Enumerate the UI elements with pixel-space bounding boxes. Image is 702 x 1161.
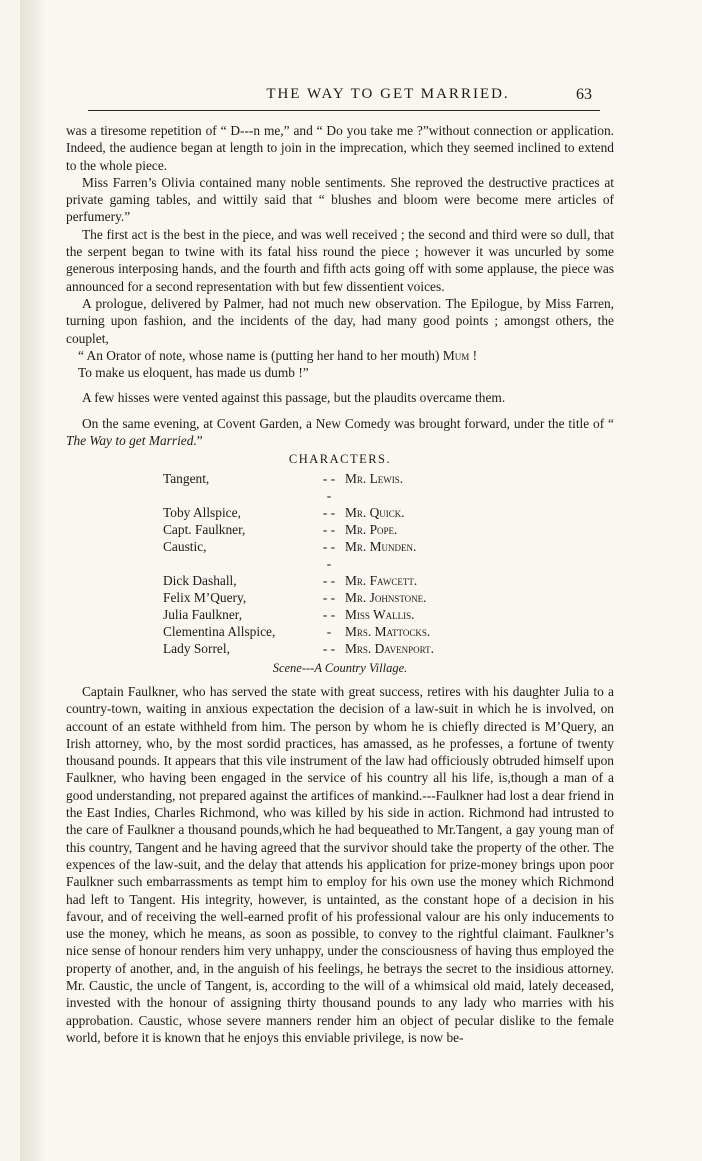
page-gutter-shadow — [20, 0, 46, 1161]
actor-name: Miss Wallis. — [345, 606, 415, 622]
character-name: Dick Dashall, — [163, 572, 237, 588]
cast-row — [163, 640, 434, 657]
spacer — [66, 407, 614, 415]
announcement-paragraph — [66, 415, 614, 450]
couplet-mum: Mum ! — [442, 347, 478, 363]
actor-name: Mr. Lewis. — [345, 470, 404, 486]
cast-dashes: - - — [322, 606, 336, 622]
cast-row — [163, 470, 434, 504]
actor-name: Mr. Munden. — [345, 538, 417, 554]
actor-name: Mr. Fawcett. — [345, 572, 418, 588]
character-name: Caustic, — [163, 538, 207, 554]
paragraph-5: A few hisses were vented against this passage, but the plaudits overcame them. — [82, 390, 506, 406]
actor-name: Mr. Johnstone. — [345, 589, 427, 605]
book-page — [20, 0, 702, 1161]
cast-list — [163, 470, 434, 657]
character-name: Julia Faulkner, — [163, 606, 243, 622]
actor-name: Mrs. Davenport. — [345, 640, 434, 656]
actor-name: Mr. Pope. — [345, 521, 398, 537]
character-name: Felix M’Query, — [163, 589, 247, 605]
character-name: Tangent, — [163, 470, 210, 486]
characters-heading: CHARACTERS. — [288, 452, 392, 467]
scene-line: Scene---A Country Village. — [272, 660, 408, 675]
announcement-close: ” — [196, 433, 203, 449]
paragraph-1: was a tiresome repetition of “ D---n me,” and “ Do you take me ?”without connection or application. Indeed, the audience began at length to join in the imprecation, which they seemed inclined to extend to the whole piece. — [66, 123, 614, 173]
announcement-text: On the same evening, at Covent Garden, a New Comedy was brought forward, under the title of “ — [82, 415, 614, 431]
actor-name: Mrs. Mattocks. — [345, 623, 431, 639]
spacer — [66, 381, 614, 389]
cast-dashes: - - - — [322, 470, 336, 503]
cast-dashes: - — [326, 623, 332, 639]
cast-row — [163, 606, 434, 623]
couplet-text: “ An Orator of note, whose name is (putting her hand to her mouth) — [78, 347, 443, 363]
cast-dashes: - - — [322, 572, 336, 588]
cast-row — [163, 623, 434, 640]
cast-row — [163, 572, 434, 589]
running-title: THE WAY TO GET MARRIED. — [266, 86, 510, 102]
synopsis-paragraph: Captain Faulkner, who has served the state with great success, retires with his daughter Julia to a country-town, waiting in anxious expectation the decision of a law-suit in which he is involved, on account of an estate withheld from him. The person by whom he is chiefly directed is M’Query, an Irish attorney, who, by the most sordid practices, has amassed, as he professes, a fortune of twenty thousand pounds. It appears that this vile instrument of the law had officiously obtruded himself upon Faulkner, who having been engaged in the service of his country all his life, is,though a man of a good understanding, not prepared against the artifices of mankind.---Faulkner had lost a dear friend in the East Indies, Charles Richmond, who was killed by his side in action. Richmond had intrusted to the care of Faulkner a thousand pounds,which he had bequeathed to Mr.Tangent, a gay young man of this country, Tangent and he having agreed that the survivor should take the property of the other. The expences of the law-suit, and the delay that attends his application for prize-money brings upon poor Faulkner such embarrassments as tempt him to employ for his own use the money which Richmond had left to Tangent. His integrity, however, is untainted, as the constant hope of a decision in his favour, and of receiving the well-earned profit of his professional valour are his only inducements to use the money, which he means, as soon as possible, to convey to the rightful claimant. Faulkner’s nice sense of honour renders him very unhappy, under the consciousness of having thus employed the property of another, and, in the anguish of his feelings, he betrays the secret to the insidious attorney. Mr. Caustic, the uncle of Tangent, is, according to the will of a whimsical old maid, lately deceased, invested with the honour of assigning thirty thousand pounds to any lady who marries with his approbation. Caustic, whose severe manners render him an object of pecular dislike to the female world, before it is known that he enjoys this enviable privilege, is now be- — [66, 683, 614, 1045]
cast-row — [163, 538, 434, 572]
cast-dashes: - - — [322, 504, 336, 520]
cast-dashes: - - — [322, 589, 336, 605]
paragraph-2: Miss Farren’s Olivia contained many noble sentiments. She reproved the destructive practices at private gaming tables, and wittily said that “ blushes and bloom were become mere articles of perfumery.” — [66, 174, 614, 225]
character-name: Toby Allspice, — [163, 504, 241, 520]
header-rule — [88, 110, 600, 111]
cast-row — [163, 521, 434, 538]
actor-name: Mr. Quick. — [345, 504, 405, 520]
paragraph-3: The first act is the best in the piece, and was well received ; the second and third were so dull, that the serpent began to twine with its fatal hiss round the piece ; however it was uncurled by some generous interposing hands, and the fourth and fifth acts going off with some applause, the piece was announced for a second representation with but few dissentient voices. — [66, 226, 614, 294]
page-number: 63 — [576, 86, 592, 103]
quoted-couplet-line-2: To make us eloquent, has made us dumb !” — [78, 365, 309, 381]
cast-row — [163, 589, 434, 606]
cast-dashes: - - - — [322, 538, 336, 571]
play-title: The Way to get Married. — [66, 433, 197, 449]
cast-row — [163, 504, 434, 521]
character-name: Capt. Faulkner, — [163, 521, 246, 537]
character-name: Clementina Allspice, — [163, 623, 276, 639]
cast-dashes: - - — [322, 640, 336, 656]
quoted-couplet-line-1 — [66, 347, 614, 364]
body-text — [66, 122, 614, 1046]
paragraph-4: A prologue, delivered by Palmer, had not much new observation. The Epilogue, by Miss Farren, turning upon fashion, and the incidents of the day, had many good points ; amongst others, the couplet, — [66, 295, 614, 346]
character-name: Lady Sorrel, — [163, 640, 230, 656]
cast-dashes: - - — [322, 521, 336, 537]
